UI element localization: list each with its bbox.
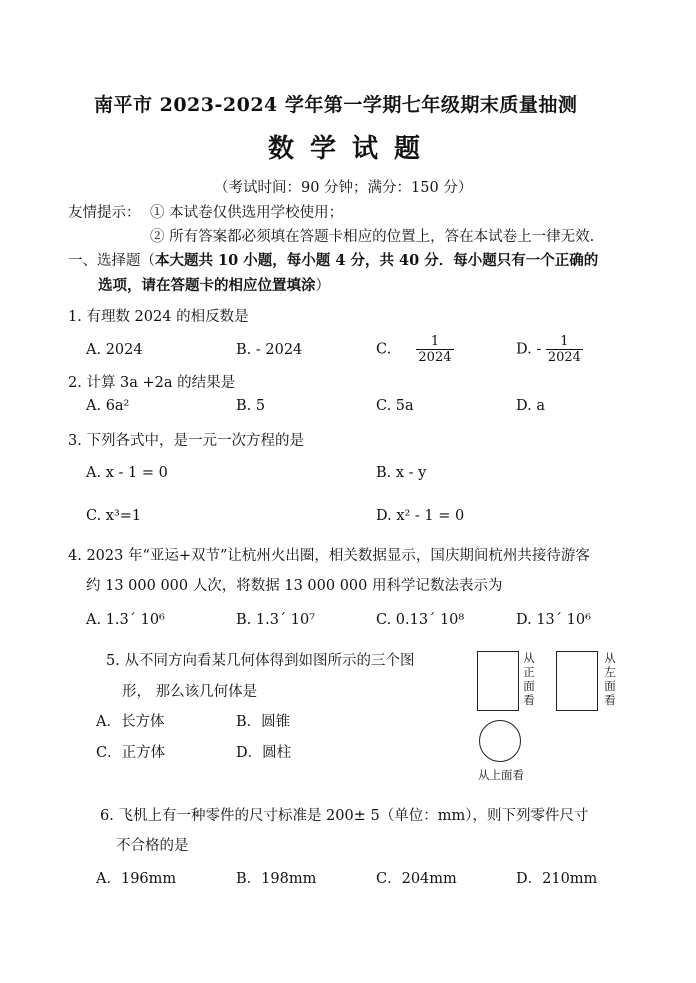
left-view-rectangle (556, 651, 598, 711)
q3-option-b: B. x - y (376, 465, 427, 481)
q2-option-a: A. 6a² (86, 398, 130, 414)
q1-c-denominator: 2024 (418, 350, 452, 365)
q6-option-a: A．196mm (96, 871, 177, 887)
q1-option-a: A. 2024 (86, 342, 143, 358)
section-prefix: 一、选择题（ (68, 253, 155, 269)
q3-option-c: C. x³=1 (86, 508, 142, 524)
q1-stem: 1. 有理数 2024 的相反数是 (68, 309, 249, 325)
q6-option-d: D．210mm (516, 871, 598, 887)
q2-stem: 2. 计算 3a +2a 的结果是 (68, 375, 236, 391)
tips-item-1: ① 本试卷仅供选用学校使用； (150, 205, 344, 221)
q6-stem-line1: 6. 飞机上有一种零件的尺寸标准是 200± 5（单位：mm），则下列零件尺寸 (100, 808, 589, 824)
exam-title: 南平市 2023-2024 学年第一学期七年级期末质量抽测 (94, 94, 578, 116)
q3-option-a: A. x - 1 = 0 (86, 465, 168, 481)
q6-option-c: C．204mm (376, 871, 457, 887)
q2-option-b: B. 5 (236, 398, 266, 414)
q1-option-d (516, 334, 583, 365)
front-view-rectangle (477, 651, 519, 711)
top-view-label: 从上面看 (478, 768, 524, 782)
q4-stem-line1: 4. 2023 年“亚运+双节”让杭州火出圈，相关数据显示，国庆期间杭州共接待游客 (68, 548, 590, 564)
subject-title: 数学试题 (268, 134, 437, 164)
q5-option-d: D．圆柱 (236, 745, 292, 761)
q1-option-b: B. - 2024 (236, 342, 303, 358)
q6-stem-line2: 不合格的是 (116, 838, 189, 854)
q1-c-numerator: 1 (430, 334, 440, 349)
q5-stem-line1: 5. 从不同方向看某几何体得到如图所示的三个图 (106, 653, 415, 669)
q5-stem-line2: 形， 那么该几何体是 (122, 684, 258, 700)
q1-d-numerator: 1 (560, 334, 569, 349)
q1-option-c-label: C. (376, 341, 392, 358)
exam-info: （考试时间：90 分钟；满分：150 分） (214, 180, 473, 196)
q4-option-d: D. 13´ 10⁶ (516, 612, 591, 628)
q6-option-b: B．198mm (236, 871, 317, 887)
section-header-line2 (98, 274, 330, 295)
tips-item-2: ② 所有答案都必须填在答题卡相应的位置上，答在本试卷上一律无效. (150, 229, 595, 245)
q3-stem: 3. 下列各式中，是一元一次方程的是 (68, 433, 304, 449)
top-view-circle (479, 720, 521, 762)
q1-option-d-fraction (546, 334, 583, 365)
q4-stem-line2: 约 13 000 000 人次，将数据 13 000 000 用科学记数法表示为 (86, 578, 503, 594)
q5-option-c: C．正方体 (96, 745, 166, 761)
q4-option-c: C. 0.13´ 10⁸ (376, 612, 465, 628)
section-header (68, 249, 598, 270)
q5-option-b: B．圆锥 (236, 714, 291, 730)
q5-option-a: A．长方体 (96, 714, 165, 730)
q4-option-a: A. 1.3´ 10⁶ (86, 612, 165, 628)
q1-option-c (376, 334, 454, 365)
section-instructions: 本大题共 10 小题，每小题 4 分，共 40 分．每小题只有一个正确的 (155, 252, 599, 269)
q4-option-b: B. 1.3´ 10⁷ (236, 612, 316, 628)
tips-label: 友情提示： (68, 205, 141, 221)
front-view-label: 从正面看 (523, 651, 535, 707)
q1-option-c-fraction (416, 334, 453, 365)
q1-d-denominator: 2024 (547, 350, 581, 365)
q2-option-d: D. a (516, 398, 545, 414)
section-close: ） (315, 278, 330, 294)
left-view-label: 从左面看 (604, 651, 616, 707)
section-instructions-2: 选项，请在答题卡的相应位置填涂 (98, 277, 316, 294)
q1-option-d-label: D. - (516, 341, 542, 358)
q3-option-d: D. x² - 1 = 0 (376, 508, 465, 524)
q2-option-c: C. 5a (376, 398, 414, 414)
